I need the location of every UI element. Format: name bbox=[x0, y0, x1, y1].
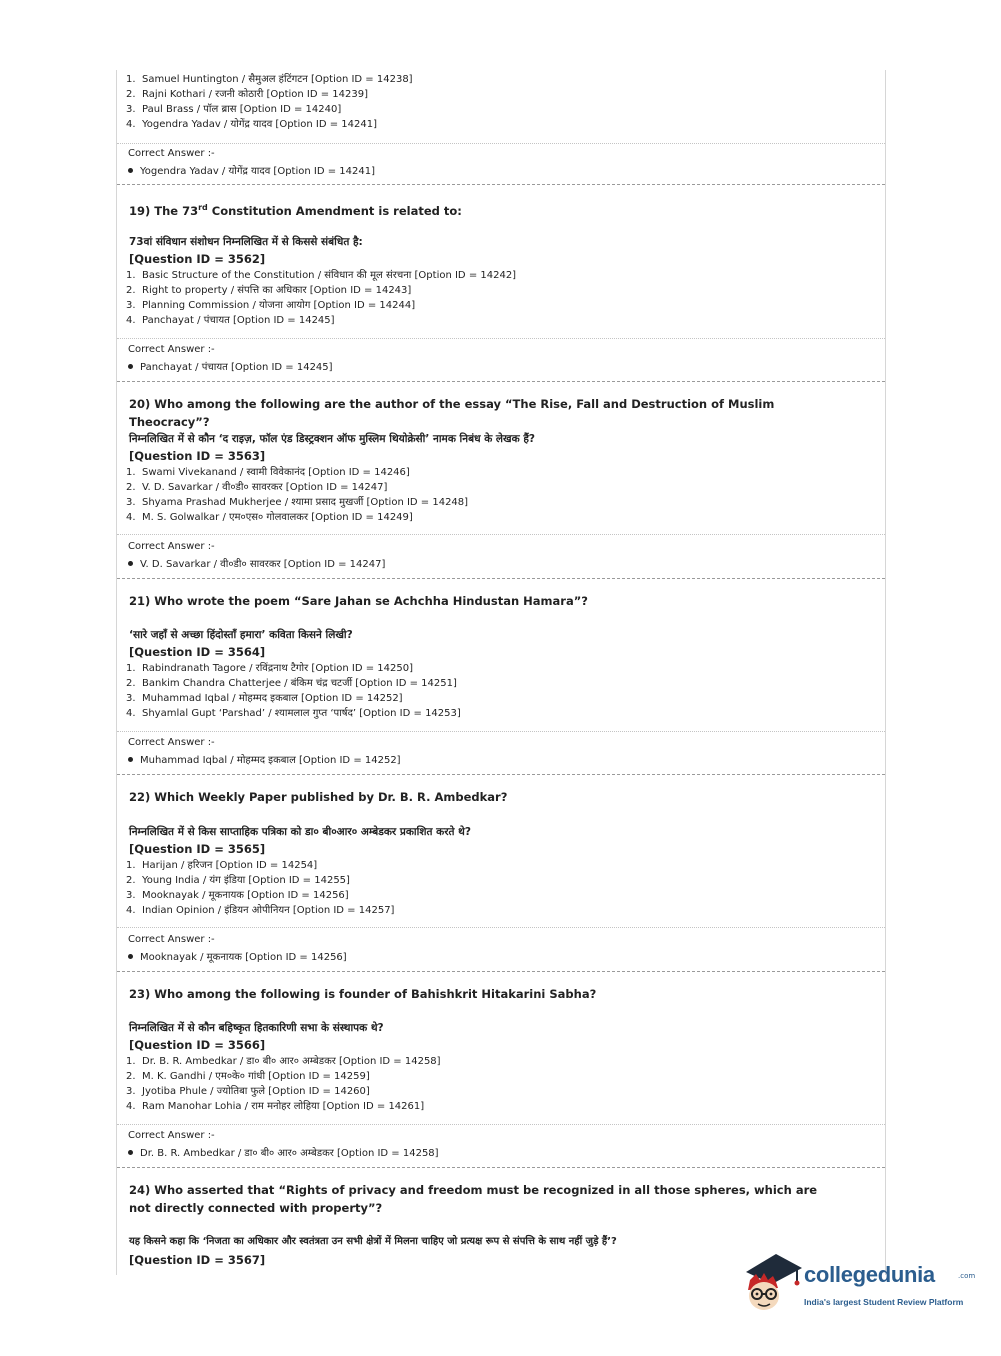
mascot-icon bbox=[742, 1250, 804, 1320]
correct-answer-block bbox=[117, 539, 885, 572]
correct-answer-label: Correct Answer :- bbox=[128, 148, 215, 159]
question-hindi: 73वां संविधान संशोधन निम्नलिखित में से किससे संबंधित है: bbox=[129, 236, 363, 248]
option-text: Jyotiba Phule / ज्योतिबा फुले [Option ID = 14260] bbox=[142, 1086, 370, 1097]
question-hindi: निम्नलिखित में से किस साप्ताहिक पत्रिका को डा० बी०आर० अम्बेडकर प्रकाशित करते थे? bbox=[129, 826, 471, 838]
exam-page bbox=[116, 70, 886, 1275]
question-id: [Question ID = 3562] bbox=[129, 252, 266, 266]
divider bbox=[117, 338, 885, 339]
question-separator bbox=[117, 381, 885, 382]
question-title: 23) Who among the following is founder of Bahishkrit Hitakarini Sabha? bbox=[129, 987, 597, 1001]
option-item bbox=[126, 283, 885, 298]
option-text: Young India / यंग इंडिया [Option ID = 14255] bbox=[142, 875, 350, 886]
option-item bbox=[126, 873, 885, 888]
option-number: 1. bbox=[126, 1056, 136, 1067]
correct-answer: Dr. B. R. Ambedkar / डा० बी० आर० अम्बेडकर [Option ID = 14258] bbox=[126, 1146, 885, 1161]
question-id: [Question ID = 3566] bbox=[129, 1038, 266, 1052]
option-number: 1. bbox=[126, 467, 136, 478]
option-text: Basic Structure of the Constitution / संविधान की मूल संरचना [Option ID = 14242] bbox=[142, 270, 517, 281]
option-number: 4. bbox=[126, 708, 136, 719]
option-number: 2. bbox=[126, 285, 136, 296]
option-item bbox=[126, 888, 885, 903]
correct-answer: Muhammad Iqbal / मोहम्मद इकबाल [Option ID = 14252] bbox=[126, 753, 885, 768]
option-text: Mooknayak / मूकनायक [Option ID = 14256] bbox=[142, 890, 349, 901]
option-item bbox=[126, 510, 885, 525]
question-hindi: निम्नलिखित में से कौन ‘द राइज़, फॉल एंड डिस्ट्रक्शन ऑफ मुस्लिम थियोक्रेसी’ नामक निबंध के लेखक हैं? bbox=[129, 433, 536, 445]
question-title: 19) The 73rd Constitution Amendment is related to: bbox=[129, 203, 462, 218]
bullet-icon bbox=[128, 1150, 133, 1155]
question-id: [Question ID = 3567] bbox=[129, 1253, 266, 1267]
option-number: 3. bbox=[126, 497, 136, 508]
bullet-icon bbox=[128, 168, 133, 173]
option-text: Shyama Prashad Mukherjee / श्यामा प्रसाद मुखर्जी [Option ID = 14248] bbox=[142, 497, 469, 508]
option-number: 3. bbox=[126, 104, 136, 115]
option-item bbox=[126, 102, 885, 117]
logo-wordmark: collegedunia bbox=[804, 1262, 935, 1287]
correct-answer: Yogendra Yadav / योगेंद्र यादव [Option ID = 14241] bbox=[126, 164, 885, 179]
option-text: 2. Rajni Kothari / रजनी कोठारी [Option ID = 14239] bbox=[126, 89, 369, 100]
correct-answer-block bbox=[117, 735, 885, 768]
options-list bbox=[117, 268, 885, 328]
option-number: 2. bbox=[126, 875, 136, 886]
options-list bbox=[117, 465, 885, 525]
option-text: Rabindranath Tagore / रविंद्रनाथ टैगोर [Option ID = 14250] bbox=[142, 663, 413, 674]
option-text: Right to property / संपत्ति का अधिकार [Option ID = 14243] bbox=[142, 285, 412, 296]
option-number: 1. bbox=[126, 860, 136, 871]
option-text: 1. Samuel Huntington / सैमुअल हंटिंगटन [Option ID = 14238] bbox=[126, 74, 413, 85]
option-text: Swami Vivekanand / स्वामी विवेकानंद [Option ID = 14246] bbox=[142, 467, 410, 478]
bullet-icon bbox=[128, 561, 133, 566]
option-text: Bankim Chandra Chatterjee / बंकिम चंद्र चटर्जी [Option ID = 14251] bbox=[142, 678, 457, 689]
option-number: 2. bbox=[126, 482, 136, 493]
option-number: 1. bbox=[126, 74, 136, 85]
option-item bbox=[126, 691, 885, 706]
option-number: 2. bbox=[126, 89, 136, 100]
option-text: Dr. B. R. Ambedkar / डा० बी० आर० अम्बेडकर [Option ID = 14258] bbox=[142, 1056, 441, 1067]
option-number: 1. bbox=[126, 270, 136, 281]
options-list bbox=[117, 1054, 885, 1114]
question-separator bbox=[117, 774, 885, 775]
option-item bbox=[126, 661, 885, 676]
correct-answer-label: Correct Answer :- bbox=[128, 344, 215, 355]
question-hindi: ‘सारे जहाँ से अच्छा हिंदोस्ताँ हमारा’ कविता किसने लिखी? bbox=[129, 629, 353, 641]
bullet-icon bbox=[128, 364, 133, 369]
option-number: 4. bbox=[126, 905, 136, 916]
question-id: [Question ID = 3564] bbox=[129, 645, 266, 659]
correct-answer: Mooknayak / मूकनायक [Option ID = 14256] bbox=[126, 950, 885, 965]
option-number: 2. bbox=[126, 1071, 136, 1082]
correct-answer-label: Correct Answer :- bbox=[128, 934, 215, 945]
option-item bbox=[126, 298, 885, 313]
correct-answer-block bbox=[117, 146, 885, 179]
option-text: Ram Manohar Lohia / राम मनोहर लोहिया [Option ID = 14261] bbox=[142, 1101, 425, 1112]
option-item bbox=[126, 313, 885, 328]
option-text: 3. Paul Brass / पॉल ब्रास [Option ID = 14240] bbox=[126, 104, 342, 115]
correct-answer-block bbox=[117, 1128, 885, 1161]
question-id: [Question ID = 3563] bbox=[129, 449, 266, 463]
question-title: 20) Who among the following are the author of the essay “The Rise, Fall and Destruction of Muslim Theocracy”? bbox=[129, 397, 775, 429]
option-text: Muhammad Iqbal / मोहम्मद इकबाल [Option ID = 14252] bbox=[142, 693, 403, 704]
question-hindi: निम्नलिखित में से कौन बहिष्कृत हितकारिणी सभा के संस्थापक थे? bbox=[129, 1022, 384, 1034]
option-number: 3. bbox=[126, 1086, 136, 1097]
divider bbox=[117, 143, 885, 144]
options-list bbox=[117, 858, 885, 918]
correct-answer: V. D. Savarkar / वी०डी० सावरकर [Option ID = 14247] bbox=[126, 557, 885, 572]
option-item bbox=[126, 117, 885, 132]
option-text: M. S. Golwalkar / एम०एस० गोलवालकर [Option ID = 14249] bbox=[142, 512, 413, 523]
question-title: 24) Who asserted that “Rights of privacy and freedom must be recognized in all those spheres, which are not directly connected with property”? bbox=[129, 1183, 818, 1215]
option-item bbox=[126, 495, 885, 510]
option-number: 1. bbox=[126, 663, 136, 674]
prev-question-options bbox=[117, 72, 885, 132]
option-text: M. K. Gandhi / एम०के० गांधी [Option ID = 14259] bbox=[142, 1071, 370, 1082]
option-number: 2. bbox=[126, 678, 136, 689]
divider bbox=[117, 731, 885, 732]
question-separator bbox=[117, 1167, 885, 1168]
option-text: V. D. Savarkar / वी०डी० सावरकर [Option ID = 14247] bbox=[142, 482, 388, 493]
question-id: [Question ID = 3565] bbox=[129, 842, 266, 856]
divider bbox=[117, 1124, 885, 1125]
correct-answer-label: Correct Answer :- bbox=[128, 1130, 215, 1141]
option-text: 4. Yogendra Yadav / योगेंद्र यादव [Option ID = 14241] bbox=[126, 119, 377, 130]
option-text: Shyamlal Gupt ‘Parshad’ / श्यामलाल गुप्त ‘पार्षद’ [Option ID = 14253] bbox=[142, 708, 461, 719]
option-item bbox=[126, 87, 885, 102]
bullet-icon bbox=[128, 954, 133, 959]
correct-answer-block bbox=[117, 342, 885, 375]
question-separator bbox=[117, 184, 885, 185]
option-number: 4. bbox=[126, 1101, 136, 1112]
option-number: 4. bbox=[126, 119, 136, 130]
logo-suffix: .com bbox=[958, 1272, 976, 1280]
option-text: Harijan / हरिजन [Option ID = 14254] bbox=[142, 860, 318, 871]
correct-answer-block bbox=[117, 932, 885, 965]
option-item bbox=[126, 1069, 885, 1084]
option-text: Indian Opinion / इंडियन ओपीनियन [Option ID = 14257] bbox=[142, 905, 395, 916]
option-item bbox=[126, 903, 885, 918]
divider bbox=[117, 534, 885, 535]
option-item bbox=[126, 465, 885, 480]
option-item bbox=[126, 1084, 885, 1099]
question-hindi: यह किसने कहा कि ‘निजता का अधिकार और स्वतंत्रता उन सभी क्षेत्रों में मिलना चाहिए जो प्रत्यक्ष रूप से संपत्ति के साथ नहीं जुड़े हैं’? bbox=[129, 1236, 617, 1247]
options-list bbox=[117, 661, 885, 721]
question-separator bbox=[117, 578, 885, 579]
option-item bbox=[126, 1054, 885, 1069]
question-title: 21) Who wrote the poem “Sare Jahan se Achchha Hindustan Hamara”? bbox=[129, 594, 588, 608]
option-number: 3. bbox=[126, 300, 136, 311]
option-number: 4. bbox=[126, 315, 136, 326]
collegedunia-logo bbox=[742, 1250, 982, 1320]
option-item bbox=[126, 706, 885, 721]
correct-answer: Panchayat / पंचायत [Option ID = 14245] bbox=[126, 360, 885, 375]
option-item bbox=[126, 676, 885, 691]
option-item bbox=[126, 72, 885, 87]
option-number: 4. bbox=[126, 512, 136, 523]
correct-answer-label: Correct Answer :- bbox=[128, 541, 215, 552]
option-item bbox=[126, 268, 885, 283]
question-separator bbox=[117, 971, 885, 972]
logo-tagline: India's largest Student Review Platform bbox=[804, 1297, 964, 1307]
option-item bbox=[126, 480, 885, 495]
option-item bbox=[126, 858, 885, 873]
question-title: 22) Which Weekly Paper published by Dr. B. R. Ambedkar? bbox=[129, 790, 508, 804]
divider bbox=[117, 927, 885, 928]
bullet-icon bbox=[128, 757, 133, 762]
option-number: 3. bbox=[126, 890, 136, 901]
option-text: Panchayat / पंचायत [Option ID = 14245] bbox=[142, 315, 335, 326]
option-number: 3. bbox=[126, 693, 136, 704]
option-item bbox=[126, 1099, 885, 1114]
option-text: Planning Commission / योजना आयोग [Option ID = 14244] bbox=[142, 300, 416, 311]
correct-answer-label: Correct Answer :- bbox=[128, 737, 215, 748]
